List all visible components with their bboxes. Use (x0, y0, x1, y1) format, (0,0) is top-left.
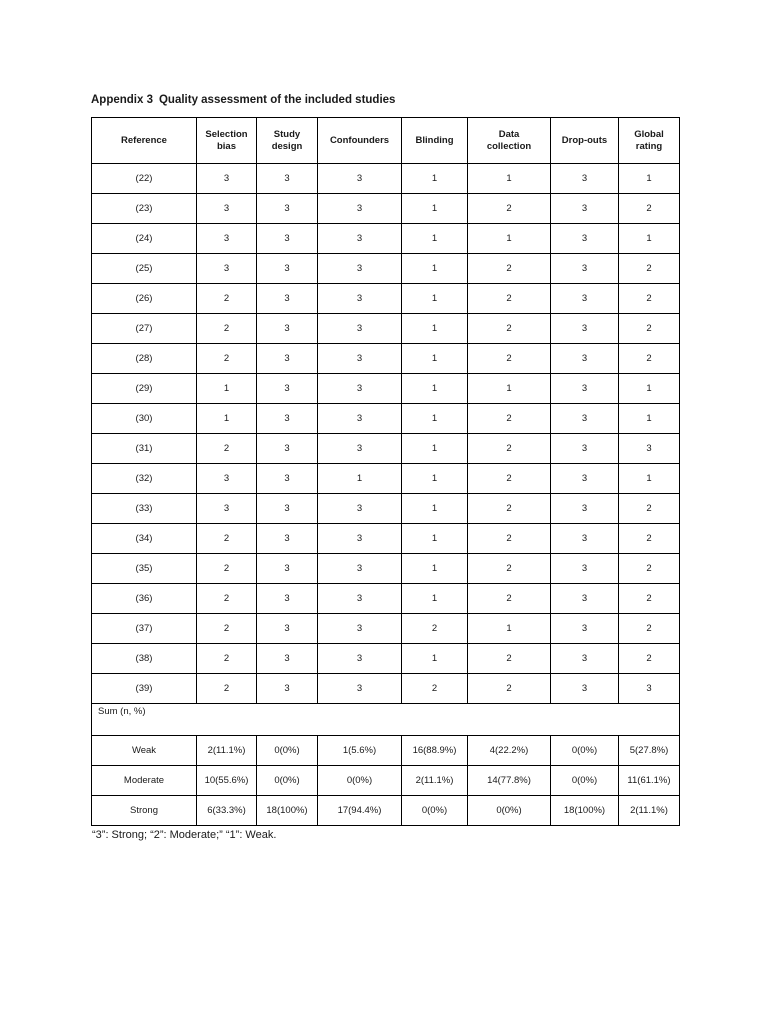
column-header-text: rating (635, 140, 663, 152)
quality-assessment-table (91, 117, 680, 826)
score-cell: 3 (551, 554, 619, 584)
summary-cell: 0(0%) (468, 796, 551, 826)
summary-cell: 0(0%) (551, 766, 619, 796)
score-cell: 1 (402, 164, 468, 194)
summary-row (92, 766, 680, 796)
column-header-text: Confounders (329, 134, 390, 146)
column-header (257, 118, 318, 164)
table-row (92, 314, 680, 344)
column-header-text: design (271, 140, 303, 152)
score-cell: 2 (197, 644, 257, 674)
table-header-row (92, 118, 680, 164)
summary-cell: 4(22.2%) (468, 736, 551, 766)
score-cell: 3 (197, 464, 257, 494)
score-cell: 1 (402, 644, 468, 674)
score-cell: 2 (197, 314, 257, 344)
table-row (92, 464, 680, 494)
score-cell: 3 (318, 284, 402, 314)
reference-cell: (35) (92, 554, 197, 584)
score-cell: 1 (619, 224, 680, 254)
score-cell: 1 (468, 224, 551, 254)
score-cell: 2 (468, 344, 551, 374)
column-header (468, 118, 551, 164)
table-row (92, 644, 680, 674)
score-cell: 3 (318, 314, 402, 344)
score-cell: 1 (619, 404, 680, 434)
summary-cell: 2(11.1%) (619, 796, 680, 826)
score-cell: 2 (468, 194, 551, 224)
reference-cell: (29) (92, 374, 197, 404)
table-row (92, 524, 680, 554)
score-cell: 3 (551, 674, 619, 704)
table-row (92, 224, 680, 254)
summary-cell: 18(100%) (257, 796, 318, 826)
score-cell: 2 (619, 344, 680, 374)
score-cell: 3 (551, 524, 619, 554)
column-header-text: Blinding (415, 134, 454, 146)
score-cell: 3 (318, 374, 402, 404)
score-cell: 1 (402, 464, 468, 494)
score-cell: 1 (402, 284, 468, 314)
score-cell: 2 (197, 524, 257, 554)
score-cell: 1 (468, 164, 551, 194)
rating-label-cell: Moderate (92, 766, 197, 796)
score-cell: 3 (318, 644, 402, 674)
score-cell: 2 (197, 344, 257, 374)
sum-label: Sum (n, %) (92, 704, 680, 736)
score-cell: 3 (318, 164, 402, 194)
score-cell: 1 (402, 434, 468, 464)
score-cell: 3 (318, 404, 402, 434)
summary-cell: 17(94.4%) (318, 796, 402, 826)
summary-cell: 18(100%) (551, 796, 619, 826)
caption-label: Appendix 3 (91, 94, 153, 106)
table-row (92, 554, 680, 584)
table-row (92, 614, 680, 644)
score-cell: 2 (468, 644, 551, 674)
score-cell: 1 (402, 494, 468, 524)
summary-row (92, 796, 680, 826)
score-cell: 3 (257, 194, 318, 224)
reference-cell: (27) (92, 314, 197, 344)
summary-cell: 6(33.3%) (197, 796, 257, 826)
score-cell: 3 (257, 464, 318, 494)
column-header (197, 118, 257, 164)
score-cell: 2 (619, 614, 680, 644)
score-cell: 2 (619, 254, 680, 284)
score-cell: 1 (402, 404, 468, 434)
reference-cell: (26) (92, 284, 197, 314)
summary-cell: 2(11.1%) (402, 766, 468, 796)
column-header-text: Global (634, 128, 664, 140)
reference-cell: (28) (92, 344, 197, 374)
score-cell: 2 (468, 494, 551, 524)
table-body (92, 164, 680, 826)
reference-cell: (37) (92, 614, 197, 644)
summary-cell: 5(27.8%) (619, 736, 680, 766)
score-cell: 2 (619, 644, 680, 674)
rating-label-cell: Strong (92, 796, 197, 826)
score-cell: 2 (619, 524, 680, 554)
score-cell: 3 (619, 434, 680, 464)
column-header (92, 118, 197, 164)
score-cell: 2 (619, 584, 680, 614)
score-cell: 2 (197, 284, 257, 314)
table-row (92, 374, 680, 404)
summary-cell: 0(0%) (318, 766, 402, 796)
score-cell: 2 (402, 674, 468, 704)
score-cell: 1 (402, 524, 468, 554)
score-cell: 1 (197, 404, 257, 434)
column-header-text: Data (498, 128, 520, 140)
summary-cell: 0(0%) (257, 766, 318, 796)
summary-cell: 0(0%) (551, 736, 619, 766)
score-cell: 2 (619, 554, 680, 584)
score-cell: 3 (257, 404, 318, 434)
column-header-text: Selection (205, 128, 248, 140)
score-cell: 3 (551, 614, 619, 644)
column-header (402, 118, 468, 164)
summary-cell: 2(11.1%) (197, 736, 257, 766)
score-cell: 3 (551, 344, 619, 374)
score-cell: 1 (402, 314, 468, 344)
score-cell: 3 (318, 494, 402, 524)
score-cell: 3 (551, 284, 619, 314)
summary-cell: 1(5.6%) (318, 736, 402, 766)
score-cell: 2 (197, 674, 257, 704)
score-cell: 2 (197, 584, 257, 614)
score-cell: 3 (257, 674, 318, 704)
column-header (318, 118, 402, 164)
summary-cell: 14(77.8%) (468, 766, 551, 796)
score-cell: 3 (197, 254, 257, 284)
score-cell: 3 (257, 164, 318, 194)
summary-cell: 0(0%) (257, 736, 318, 766)
score-cell: 1 (402, 254, 468, 284)
score-cell: 3 (551, 434, 619, 464)
table-footnote: “3”: Strong; “2”: Moderate;” “1”: Weak. (92, 829, 277, 841)
reference-cell: (33) (92, 494, 197, 524)
score-cell: 3 (257, 314, 318, 344)
score-cell: 3 (257, 284, 318, 314)
score-cell: 3 (257, 554, 318, 584)
score-cell: 3 (551, 254, 619, 284)
column-header-text: Drop-outs (561, 134, 608, 146)
score-cell: 1 (402, 374, 468, 404)
score-cell: 3 (551, 224, 619, 254)
reference-cell: (39) (92, 674, 197, 704)
score-cell: 3 (257, 524, 318, 554)
score-cell: 3 (257, 584, 318, 614)
score-cell: 2 (197, 554, 257, 584)
score-cell: 1 (468, 614, 551, 644)
score-cell: 3 (257, 344, 318, 374)
summary-cell: 11(61.1%) (619, 766, 680, 796)
column-header-text: Study (273, 128, 301, 140)
score-cell: 2 (197, 434, 257, 464)
table-row (92, 434, 680, 464)
score-cell: 3 (257, 254, 318, 284)
score-cell: 3 (318, 194, 402, 224)
table-row (92, 404, 680, 434)
score-cell: 3 (551, 584, 619, 614)
score-cell: 3 (551, 404, 619, 434)
score-cell: 2 (468, 584, 551, 614)
reference-cell: (32) (92, 464, 197, 494)
reference-cell: (34) (92, 524, 197, 554)
score-cell: 2 (468, 524, 551, 554)
sum-label-row (92, 704, 680, 736)
score-cell: 3 (551, 164, 619, 194)
score-cell: 3 (551, 374, 619, 404)
score-cell: 3 (197, 164, 257, 194)
rating-label-cell: Weak (92, 736, 197, 766)
score-cell: 1 (468, 374, 551, 404)
score-cell: 1 (619, 164, 680, 194)
score-cell: 3 (318, 434, 402, 464)
summary-cell: 10(55.6%) (197, 766, 257, 796)
score-cell: 3 (551, 194, 619, 224)
score-cell: 2 (468, 434, 551, 464)
score-cell: 1 (402, 584, 468, 614)
score-cell: 3 (318, 224, 402, 254)
score-cell: 3 (318, 344, 402, 374)
score-cell: 3 (197, 494, 257, 524)
score-cell: 3 (197, 224, 257, 254)
score-cell: 2 (468, 674, 551, 704)
score-cell: 3 (318, 614, 402, 644)
column-header (619, 118, 680, 164)
score-cell: 3 (257, 434, 318, 464)
score-cell: 3 (257, 494, 318, 524)
column-header (551, 118, 619, 164)
score-cell: 1 (619, 464, 680, 494)
score-cell: 2 (619, 194, 680, 224)
score-cell: 3 (197, 194, 257, 224)
score-cell: 2 (468, 254, 551, 284)
score-cell: 3 (318, 254, 402, 284)
score-cell: 2 (619, 314, 680, 344)
table-caption (91, 94, 395, 106)
column-header-text: Reference (121, 134, 167, 146)
table-row (92, 584, 680, 614)
table-row (92, 674, 680, 704)
summary-cell: 0(0%) (402, 796, 468, 826)
score-cell: 2 (468, 314, 551, 344)
reference-cell: (30) (92, 404, 197, 434)
score-cell: 2 (197, 614, 257, 644)
score-cell: 3 (257, 644, 318, 674)
table-row (92, 164, 680, 194)
score-cell: 2 (402, 614, 468, 644)
score-cell: 3 (551, 314, 619, 344)
table-row (92, 284, 680, 314)
score-cell: 3 (257, 614, 318, 644)
score-cell: 3 (551, 464, 619, 494)
table-row (92, 254, 680, 284)
reference-cell: (31) (92, 434, 197, 464)
reference-cell: (25) (92, 254, 197, 284)
score-cell: 3 (551, 494, 619, 524)
reference-cell: (24) (92, 224, 197, 254)
score-cell: 3 (318, 524, 402, 554)
table-row (92, 344, 680, 374)
summary-cell: 16(88.9%) (402, 736, 468, 766)
score-cell: 1 (318, 464, 402, 494)
reference-cell: (36) (92, 584, 197, 614)
score-cell: 3 (318, 554, 402, 584)
score-cell: 1 (197, 374, 257, 404)
score-cell: 2 (619, 494, 680, 524)
score-cell: 1 (402, 224, 468, 254)
score-cell: 2 (619, 284, 680, 314)
column-header-text: bias (216, 140, 236, 152)
score-cell: 3 (257, 224, 318, 254)
reference-cell: (23) (92, 194, 197, 224)
score-cell: 2 (468, 464, 551, 494)
score-cell: 1 (402, 554, 468, 584)
score-cell: 3 (257, 374, 318, 404)
score-cell: 1 (402, 194, 468, 224)
table-row (92, 194, 680, 224)
column-header-text: collection (486, 140, 532, 152)
reference-cell: (38) (92, 644, 197, 674)
reference-cell: (22) (92, 164, 197, 194)
score-cell: 3 (619, 674, 680, 704)
score-cell: 3 (318, 584, 402, 614)
table-row (92, 494, 680, 524)
score-cell: 2 (468, 554, 551, 584)
score-cell: 1 (619, 374, 680, 404)
score-cell: 3 (318, 674, 402, 704)
score-cell: 3 (551, 644, 619, 674)
caption-title: Quality assessment of the included studies (158, 94, 396, 106)
summary-row (92, 736, 680, 766)
score-cell: 2 (468, 404, 551, 434)
score-cell: 2 (468, 284, 551, 314)
score-cell: 1 (402, 344, 468, 374)
